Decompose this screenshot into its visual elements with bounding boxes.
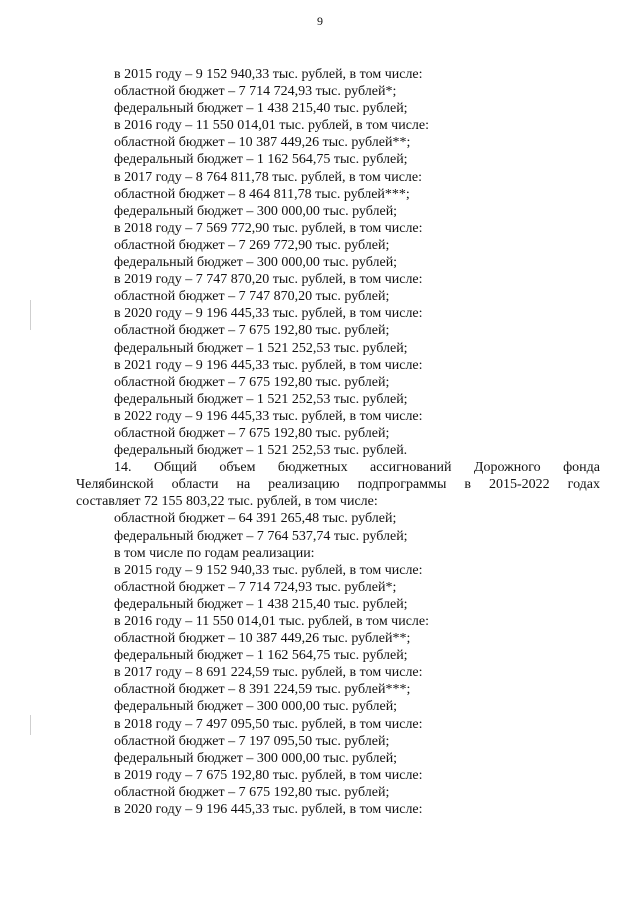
paragraph-14-line-1: 14. Общий объем бюджетных ассигнований Дорожного фонда [114, 460, 600, 476]
paragraph-14-line-3: составляет 72 155 803,22 тыс. рублей, в том числе: [76, 494, 378, 510]
budget-line: федеральный бюджет – 1 438 215,40 тыс. рублей; [114, 596, 408, 612]
budget-line: в 2018 году – 7 569 772,90 тыс. рублей, в том числе: [114, 220, 423, 236]
budget-line: областной бюджет – 10 387 449,26 тыс. рублей**; [114, 135, 411, 151]
page-number: 9 [317, 14, 323, 28]
budget-line: федеральный бюджет – 1 521 252,53 тыс. рублей; [114, 391, 408, 407]
budget-list-after [76, 510, 600, 818]
budget-line: в 2020 году – 9 196 445,33 тыс. рублей, в том числе: [114, 306, 423, 322]
budget-line: областной бюджет – 64 391 265,48 тыс. рублей; [114, 511, 397, 527]
budget-line: федеральный бюджет – 1 521 252,53 тыс. рублей; [114, 340, 408, 356]
budget-line: в том числе по годам реализации: [114, 545, 315, 561]
budget-line: областной бюджет – 7 675 192,80 тыс. рублей; [114, 425, 390, 441]
budget-line: в 2021 году – 9 196 445,33 тыс. рублей, в том числе: [114, 357, 423, 373]
budget-line: федеральный бюджет – 1 521 252,53 тыс. рублей. [114, 443, 408, 459]
budget-line: федеральный бюджет – 1 162 564,75 тыс. рублей; [114, 152, 408, 168]
budget-line: областной бюджет – 7 714 724,93 тыс. рублей*; [114, 84, 397, 100]
budget-line: в 2019 году – 7 675 192,80 тыс. рублей, в том числе: [114, 767, 423, 783]
budget-line: федеральный бюджет – 300 000,00 тыс. рублей; [114, 203, 398, 219]
budget-line: в 2016 году – 11 550 014,01 тыс. рублей, в том числе: [114, 614, 430, 629]
budget-line: областной бюджет – 10 387 449,26 тыс. рублей**; [114, 631, 411, 647]
scan-artifact-line [30, 715, 31, 735]
paragraph-14 [76, 459, 600, 510]
budget-line: областной бюджет – 7 675 192,80 тыс. рублей; [114, 323, 390, 339]
budget-line: областной бюджет – 7 747 870,20 тыс. рублей; [114, 289, 390, 305]
budget-line: в 2017 году – 8 691 224,59 тыс. рублей, в том числе: [114, 665, 423, 681]
budget-line: в 2018 году – 7 497 095,50 тыс. рублей, в том числе: [114, 716, 423, 732]
budget-line: федеральный бюджет – 1 162 564,75 тыс. рублей; [114, 648, 408, 664]
budget-line: областной бюджет – 8 464 811,78 тыс. рублей***; [114, 186, 410, 202]
budget-line: федеральный бюджет – 300 000,00 тыс. рублей; [114, 699, 398, 715]
budget-line: в 2015 году – 9 152 940,33 тыс. рублей, в том числе: [114, 562, 423, 578]
budget-line: в 2017 году – 8 764 811,78 тыс. рублей, в том числе: [114, 169, 423, 185]
budget-line: областной бюджет – 7 269 772,90 тыс. рублей; [114, 237, 390, 253]
budget-line: федеральный бюджет – 300 000,00 тыс. рублей; [114, 255, 398, 271]
budget-line: в 2019 году – 7 747 870,20 тыс. рублей, в том числе: [114, 272, 423, 288]
budget-line: в 2022 году – 9 196 445,33 тыс. рублей, в том числе: [114, 408, 423, 424]
budget-line: областной бюджет – 7 714 724,93 тыс. рублей*; [114, 579, 397, 595]
paragraph-14-line-2: Челябинской области на реализацию подпрограммы в 2015-2022 годах [76, 477, 600, 493]
budget-line: федеральный бюджет – 7 764 537,74 тыс. рублей; [114, 528, 408, 544]
budget-line: областной бюджет – 7 675 192,80 тыс. рублей; [114, 374, 390, 390]
budget-line: областной бюджет – 7 675 192,80 тыс. рублей; [114, 784, 390, 800]
budget-list-before [76, 66, 600, 459]
budget-line: в 2016 году – 11 550 014,01 тыс. рублей, в том числе: [114, 118, 430, 134]
budget-line: областной бюджет – 7 197 095,50 тыс. рублей; [114, 733, 390, 749]
document-body [76, 66, 600, 818]
scan-artifact-line [30, 300, 31, 330]
budget-line: федеральный бюджет – 300 000,00 тыс. рублей; [114, 750, 398, 766]
budget-line: областной бюджет – 8 391 224,59 тыс. рублей***; [114, 682, 411, 698]
budget-line: в 2020 году – 9 196 445,33 тыс. рублей, в том числе: [114, 802, 423, 818]
budget-line: в 2015 году – 9 152 940,33 тыс. рублей, в том числе: [114, 67, 423, 82]
budget-line: федеральный бюджет – 1 438 215,40 тыс. рублей; [114, 101, 408, 117]
